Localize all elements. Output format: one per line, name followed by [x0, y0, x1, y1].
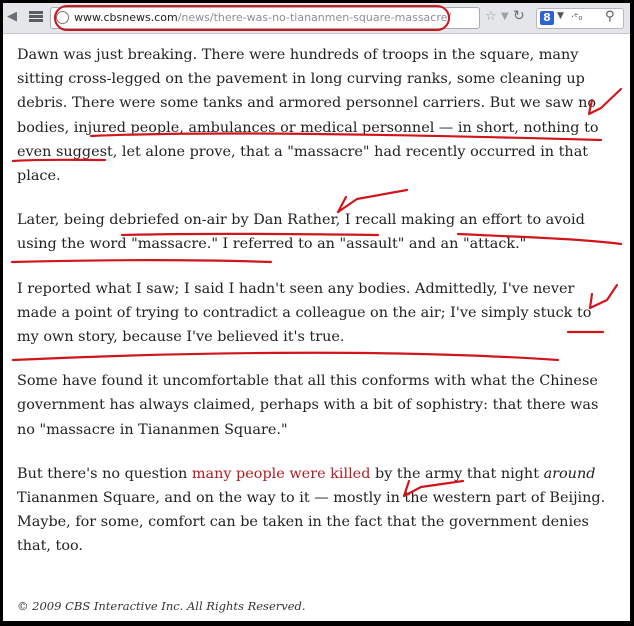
- paragraph-2: [17, 208, 617, 256]
- p3-text-end: ; I've simply stuck to my own story, because I've believed it's true.: [17, 304, 592, 346]
- url-host: www.cbsnews.com: [74, 11, 178, 24]
- p5-text: But there's no question: [17, 465, 192, 482]
- article-body: [17, 43, 617, 579]
- p2-text-mid: , I recall: [335, 212, 401, 229]
- p2-underlined-debrief: debriefed on-air by Dan Rather: [109, 212, 336, 229]
- copyright-notice: © 2009 CBS Interactive Inc. All Rights Reserved.: [17, 599, 306, 613]
- screenshot-frame: [3, 3, 630, 621]
- p1-underlined: But we saw no bodies, injured people, ambulances or medical personnel: [17, 95, 597, 136]
- p2-text-end: I referred to an "assault" and an "attack.": [217, 236, 527, 253]
- google-icon[interactable]: 8: [540, 11, 554, 25]
- paragraph-3: [17, 277, 617, 350]
- dropdown-icon[interactable]: ▼: [501, 11, 509, 22]
- p2-underlined-effort: making an effort to avoid using the word "massacre.": [17, 212, 585, 253]
- engine-dropdown-icon[interactable]: ▼: [557, 11, 564, 21]
- search-box[interactable]: [536, 8, 624, 29]
- paragraph-1: [17, 43, 617, 188]
- paragraph-5: [17, 462, 617, 559]
- reload-icon[interactable]: ↻: [513, 8, 525, 24]
- url-text[interactable]: [74, 10, 474, 26]
- browser-toolbar: [3, 3, 630, 34]
- back-arrow-icon[interactable]: ◀: [7, 9, 17, 24]
- p3-text: I reported what I saw; I said I hadn't seen any bodies. Admittedly,: [17, 280, 503, 297]
- dictionary-icon[interactable]: ·ᵉ₀: [571, 12, 583, 23]
- killed-link[interactable]: many people were killed: [191, 465, 371, 482]
- address-bar[interactable]: [50, 7, 480, 29]
- p1-text-end: — in short, nothing to even suggest, let alone prove, that a "massacre" had recently occurred in that place.: [17, 119, 599, 185]
- star-icon[interactable]: ☆: [485, 9, 497, 24]
- url-path: /news/there-was-no-tiananmen-square-massacre/: [177, 11, 452, 24]
- p1-text: Dawn was just breaking. There were hundreds of troops in the square, many sitting cross-legged on the pavement in long curving ranks, some cleaning up debris. There were some tanks and armored personnel carriers.: [17, 47, 585, 112]
- p3-underlined: I've never made a point of trying to contradict a colleague on the air: [17, 280, 575, 321]
- p5-text-mid: by the army that night: [370, 465, 544, 482]
- globe-icon: [56, 11, 69, 24]
- p5-text-end: Tiananmen Square, and on the way to it — mostly in the western part of Beijing. Maybe, for some, comfort can be taken in the fact that the government denies that, too.: [17, 490, 606, 555]
- search-icon[interactable]: ⚲: [605, 9, 615, 24]
- p5-emphasis: around: [543, 465, 596, 482]
- p2-text: Later, being: [17, 212, 110, 229]
- bars-icon[interactable]: [29, 11, 43, 23]
- paragraph-4: Some have found it uncomfortable that all this conforms with what the Chinese government has always claimed, perhaps with a bit of sophistry: that there was no "massacre in Tiananmen Square.": [17, 373, 599, 438]
